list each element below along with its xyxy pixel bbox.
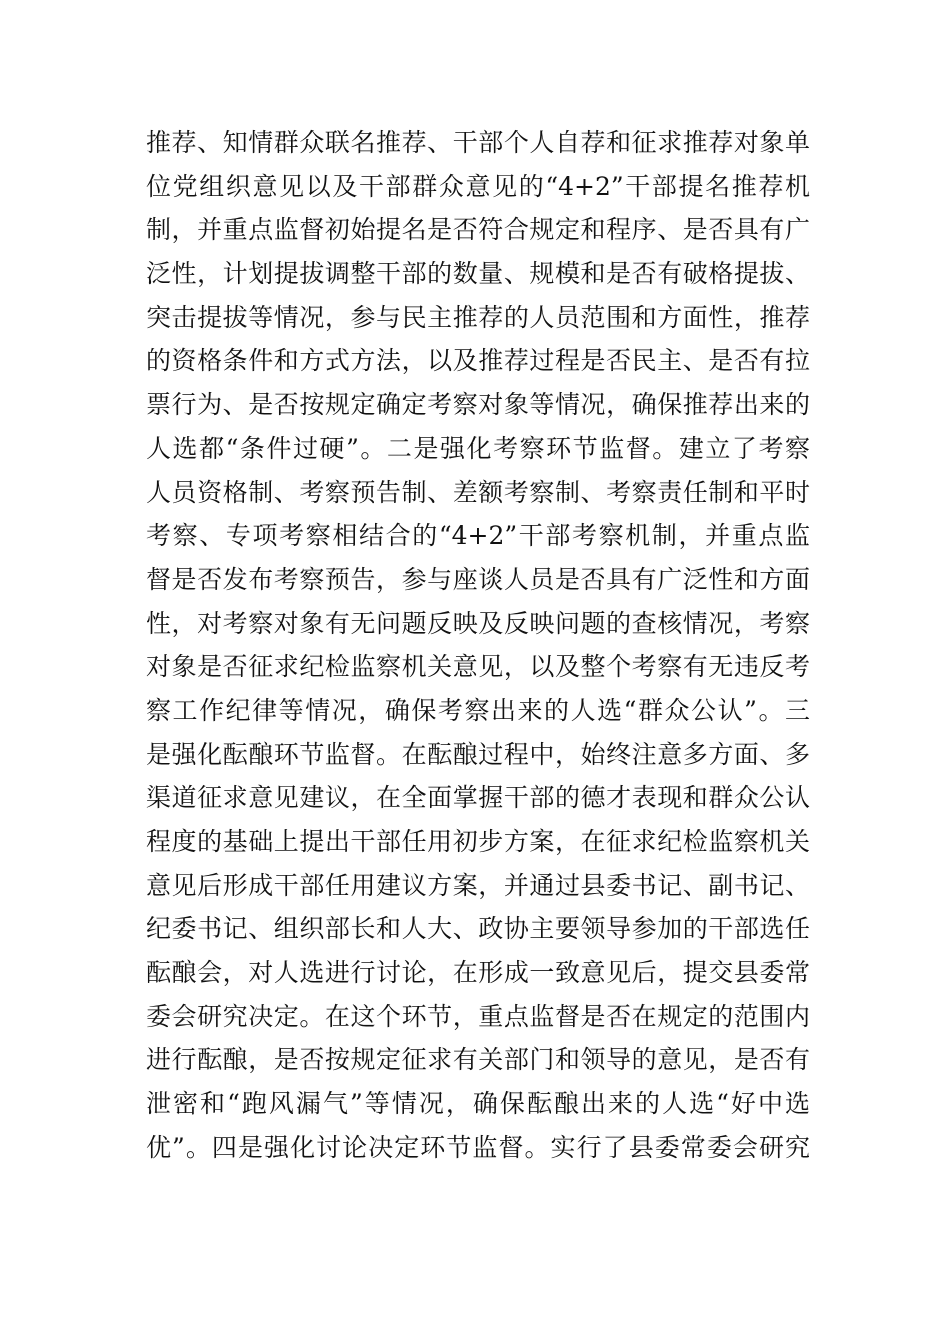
text-line: 是强化酝酿环节监督。在酝酿过程中，始终注意多方面、多 — [146, 739, 810, 769]
text-line: 意见后形成干部任用建议方案，并通过县委书记、副书记、 — [146, 870, 810, 900]
text-line: 人选都“条件过硬”。二是强化考察环节监督。建立了考察 — [146, 433, 810, 463]
text-line: 票行为、是否按规定确定考察对象等情况，确保推荐出来的 — [146, 390, 810, 420]
text-line: 对象是否征求纪检监察机关意见，以及整个考察有无违反考 — [146, 652, 810, 682]
text-line: 泛性，计划提拔调整干部的数量、规模和是否有破格提拔、 — [146, 259, 810, 289]
text-line: 考察、专项考察相结合的“4+2”干部考察机制，并重点监 — [146, 521, 810, 551]
text-line: 纪委书记、组织部长和人大、政协主要领导参加的干部选任 — [146, 914, 810, 944]
text-line: 的资格条件和方式方法，以及推荐过程是否民主、是否有拉 — [146, 346, 810, 376]
text-line: 优”。四是强化讨论决定环节监督。实行了县委常委会研究 — [146, 1132, 810, 1162]
text-line: 渠道征求意见建议，在全面掌握干部的德才表现和群众公认 — [146, 783, 810, 813]
text-line: 程度的基础上提出干部任用初步方案，在征求纪检监察机关 — [146, 827, 810, 856]
text-line: 酝酿会，对人选进行讨论，在形成一致意见后，提交县委常 — [146, 958, 810, 988]
text-line: 性，对考察对象有无问题反映及反映问题的查核情况，考察 — [146, 608, 810, 638]
text-line: 推荐、知情群众联名推荐、干部个人自荐和征求推荐对象单 — [146, 128, 810, 157]
text-line: 位党组织意见以及干部群众意见的“4+2”干部提名推荐机 — [146, 171, 810, 201]
text-line: 察工作纪律等情况，确保考察出来的人选“群众公认”。三 — [146, 695, 810, 725]
text-line: 委会研究决定。在这个环节，重点监督是否在规定的范围内 — [146, 1001, 810, 1031]
text-line: 督是否发布考察预告，参与座谈人员是否具有广泛性和方面 — [146, 564, 810, 594]
text-line: 制，并重点监督初始提名是否符合规定和程序、是否具有广 — [146, 215, 810, 245]
text-line: 进行酝酿，是否按规定征求有关部门和领导的意见，是否有 — [146, 1045, 810, 1075]
text-line: 泄密和“跑风漏气”等情况，确保酝酿出来的人选“好中选 — [146, 1089, 810, 1119]
body-text — [146, 121, 810, 1170]
text-line: 突击提拔等情况，参与民主推荐的人员范围和方面性，推荐 — [146, 302, 810, 332]
text-line: 人员资格制、考察预告制、差额考察制、考察责任制和平时 — [146, 477, 810, 507]
